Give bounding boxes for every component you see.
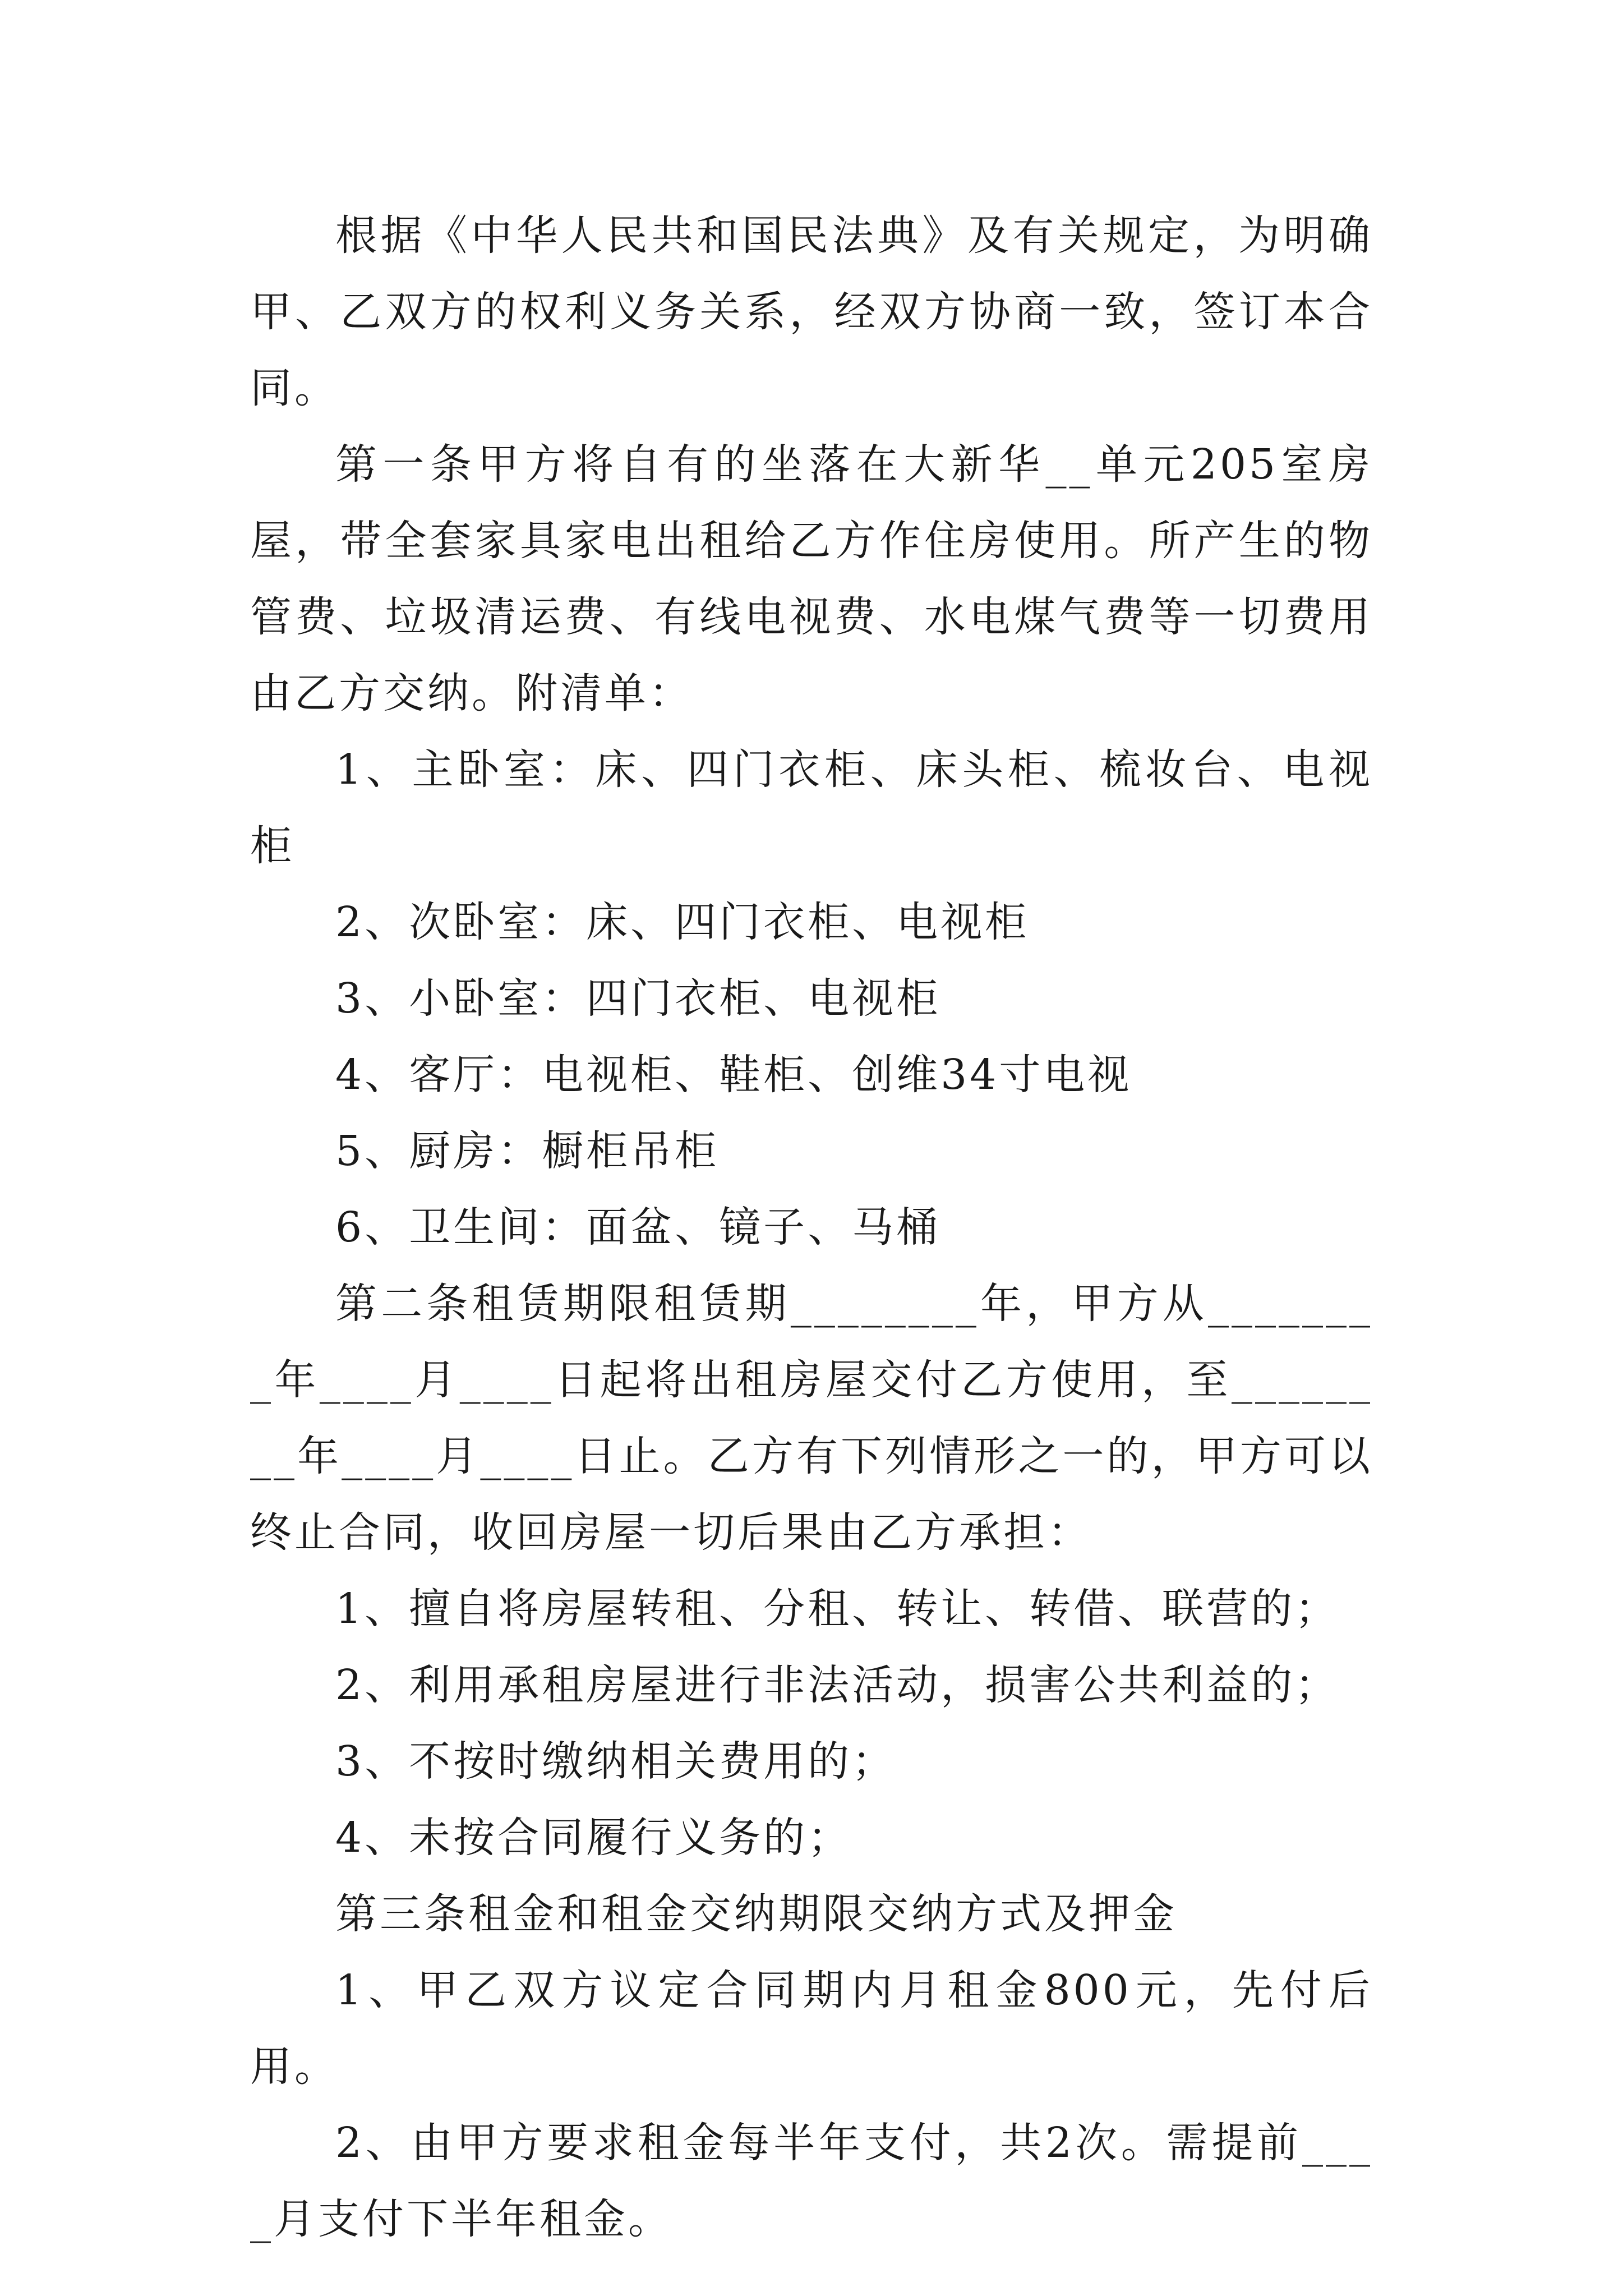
list-item-sublet: 1、擅自将房屋转租、分租、转让、转借、联营的； bbox=[335, 1585, 1340, 1633]
list-item-bathroom: 6、卫生间：面盆、镜子、马桶 bbox=[335, 1203, 941, 1251]
paragraph-preamble: 根据《中华人民共和国民法典》及有关规定，为明确甲、乙双方的权利义务关系，经双方协商一致，签订本合同。 bbox=[250, 211, 1373, 412]
paragraph-article-2: 第二条租赁期限租赁期________年，甲方从________年____月____日起将出租房屋交付乙方使用，至________年____月____日止。乙方有下列情形之一的，甲方可以终止合同，收回房屋一切后果由乙方承担： bbox=[250, 1280, 1373, 1557]
list-item-payment-schedule: 2、由甲方要求租金每半年支付，共2次。需提前____月支付下半年租金。 bbox=[250, 2119, 1373, 2243]
document-body bbox=[250, 197, 1373, 2257]
paragraph-article-1: 第一条甲方将自有的坐落在大新华__单元205室房屋，带全套家具家电出租给乙方作住房使用。所产生的物管费、垃圾清运费、有线电视费、水电煤气费等一切费用由乙方交纳。附清单： bbox=[250, 440, 1373, 717]
list-item-kitchen: 5、厨房：橱柜吊柜 bbox=[335, 1127, 720, 1175]
list-item-late-fees: 3、不按时缴纳相关费用的； bbox=[335, 1737, 897, 1786]
list-item-monthly-rent: 1、甲乙双方议定合同期内月租金800元，先付后用。 bbox=[250, 1966, 1373, 2091]
list-item-breach: 4、未按合同履行义务的； bbox=[335, 1814, 852, 1862]
list-item-small-bedroom: 3、小卧室：四门衣柜、电视柜 bbox=[335, 974, 941, 1023]
list-item-illegal-use: 2、利用承租房屋进行非法活动，损害公共利益的； bbox=[335, 1661, 1340, 1709]
list-item-living-room: 4、客厅：电视柜、鞋柜、创维34寸电视 bbox=[335, 1051, 1132, 1099]
paragraph-article-3: 第三条租金和租金交纳期限交纳方式及押金 bbox=[335, 1890, 1177, 1938]
list-item-master-bedroom: 1、主卧室：床、四门衣柜、床头柜、梳妆台、电视柜 bbox=[250, 746, 1373, 870]
list-item-second-bedroom: 2、次卧室：床、四门衣柜、电视柜 bbox=[335, 898, 1030, 946]
